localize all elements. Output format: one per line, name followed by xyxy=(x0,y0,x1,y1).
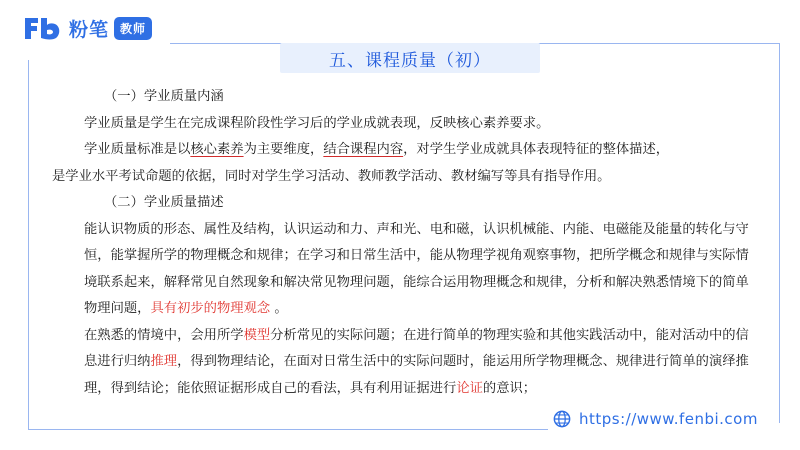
footer-url-text[interactable]: https://www.fenbi.com xyxy=(579,410,758,428)
slide-content xyxy=(52,84,762,402)
text-span: ，对学生学业成就具体表现特征的整体描述， xyxy=(403,142,670,157)
underlined-course-content: 结合课程内容 xyxy=(323,142,404,157)
highlight-argumentation: 论证 xyxy=(456,380,483,396)
highlight-model: 模型 xyxy=(243,327,271,343)
text-span: 的意识； xyxy=(482,380,537,396)
text-span: 。 xyxy=(274,301,288,316)
section-heading-1: （一）学业质量内涵 xyxy=(104,89,224,104)
fenbi-logo xyxy=(22,14,152,42)
text-span: 是学业水平考试命题的依据，同时对学生学习活动、教师教学活动、教材编写等具有指导作用。 xyxy=(52,168,611,184)
text-span: 学业质量标准是以 xyxy=(84,142,191,157)
frame-line-right xyxy=(779,43,780,423)
section-heading-2: （二）学业质量描述 xyxy=(104,195,224,210)
frame-line-bottom xyxy=(28,429,548,430)
paragraph-model-reasoning xyxy=(52,323,762,403)
page-title: 五、课程质量（初） xyxy=(329,50,491,71)
frame-line-left xyxy=(28,60,29,430)
text-span: 在熟悉的情境中，会用所学 xyxy=(84,327,244,343)
logo-brand: 粉笔 xyxy=(69,18,110,41)
fenbi-logo-icon xyxy=(22,14,66,42)
logo-badge: 教师 xyxy=(114,17,152,40)
text-span: 分析常见的实际问题；在进行简单的物理实验和其他实践活动中，能对活动中的信息进行归纳 xyxy=(84,327,749,369)
underlined-core-literacy: 核心素养 xyxy=(190,142,244,157)
highlight-reasoning: 推理 xyxy=(150,354,178,369)
text-span: ，得到物理结论，在面对日常生活中的实际问题时，能运用所学物理概念、规律进行简单的演绎推理，得到结论；能依照证据形成自己的看法，具有利用证据进行 xyxy=(84,354,749,396)
title-banner xyxy=(280,43,540,73)
paragraph-quality-definition: 学业质量是学生在完成课程阶段性学习后的学业成就表现，反映核心素养要求。 xyxy=(84,115,550,131)
paragraph-quality-standard xyxy=(52,137,762,190)
globe-icon xyxy=(553,410,571,428)
text-span: 能认识物质的形态、属性及结构，认识运动和力、声和光、电和磁，认识机械能、内能、电磁能及能量的转化与守恒，能掌握所学的物理概念和规律；在学习和日常生活中，能从物理学视角观察事物，把所学概念和规律与实际情境联系起来，解释常见自然现象和解决常见物理问题，能综合运用物理概念和规律，分析和解决熟悉情境下的简单物理问题， xyxy=(84,221,749,316)
footer-url[interactable] xyxy=(553,410,758,428)
paragraph-quality-description xyxy=(52,217,762,323)
text-span: 为主要维度， xyxy=(243,142,324,157)
highlight-physics-concept: 具有初步的物理观念 xyxy=(150,301,271,316)
